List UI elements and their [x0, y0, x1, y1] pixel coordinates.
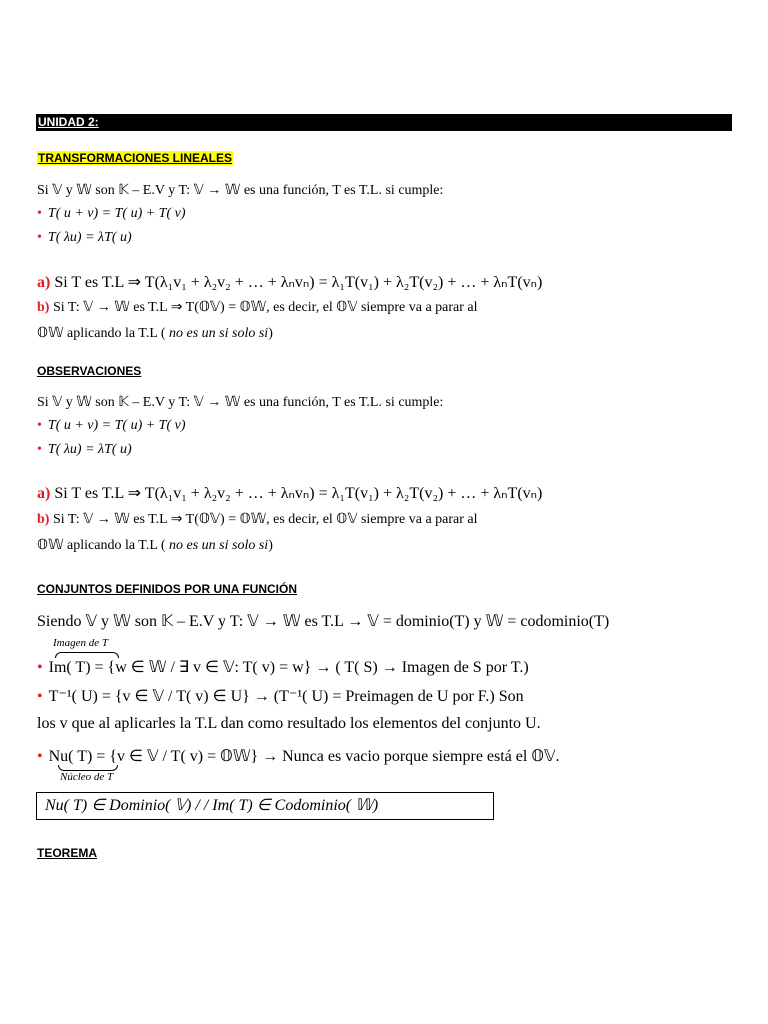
bullet-icon: •	[37, 206, 42, 221]
def-intro-2: Si 𝕍 y 𝕎 son 𝕂 – E.V y T: 𝕍 → 𝕎 es una función, T es T.L. si cumple:	[37, 395, 444, 410]
def-b-2: b) Si T: 𝕍 → 𝕎 es T.L ⇒ T(𝕆𝕍) = 𝕆𝕎, es decir, el 𝕆𝕍 siempre va a parar al	[37, 512, 478, 527]
nucleo-line: • Nu( T) = {v ∈ 𝕍 / T( v) = 𝕆𝕎} → Nunca es vacio porque siempre está el 𝕆𝕍.	[37, 748, 560, 765]
def-a-2: a) Si T es T.L ⇒ T(λ₁v₁ + λ₂v₂ + … + λₙvₙ) = λ₁T(v₁) + λ₂T(v₂) + … + λₙT(vₙ)	[37, 485, 543, 502]
heading-teorema: TEOREMA	[37, 846, 97, 860]
bullet-icon: •	[37, 659, 43, 676]
def-b-1: b) Si T: 𝕍 → 𝕎 es T.L ⇒ T(𝕆𝕍) = 𝕆𝕎, es decir, el 𝕆𝕍 siempre va a parar al	[37, 300, 478, 315]
bullet-icon: •	[37, 418, 42, 433]
def-a-1: a) Si T es T.L ⇒ T(λ₁v₁ + λ₂v₂ + … + λₙvₙ) = λ₁T(v₁) + λ₂T(v₂) + … + λₙT(vₙ)	[37, 274, 543, 291]
def-cond2-2: • T( λu) = λT( u)	[37, 442, 132, 457]
bullet-icon: •	[37, 688, 43, 705]
heading-observaciones: OBSERVACIONES	[37, 364, 142, 378]
boxed-formula: Nu( T) ∈ Dominio( 𝕍) / / Im( T) ∈ Codominio( 𝕎)	[36, 792, 494, 820]
nucleo-annotation: Núcleo de T	[60, 771, 114, 783]
def-b-cont-2: 𝕆𝕎 aplicando la T.L ( no es un si solo si)	[37, 538, 273, 553]
unit-title-bar	[36, 114, 732, 131]
im-line: • Im( T) = {w ∈ 𝕎 / ∃ v ∈ 𝕍: T( v) = w} → ( T( S) → Imagen de S por T.)	[37, 659, 529, 676]
heading-transformaciones: TRANSFORMACIONES LINEALES	[38, 151, 233, 165]
heading-conjuntos: CONJUNTOS DEFINIDOS POR UNA FUNCIÓN	[37, 582, 298, 596]
def-cond1-2: • T( u + v) = T( u) + T( v)	[37, 418, 186, 433]
def-cond2-1: • T( λu) = λT( u)	[37, 230, 132, 245]
def-intro-1: Si 𝕍 y 𝕎 son 𝕂 – E.V y T: 𝕍 → 𝕎 es una función, T es T.L. si cumple:	[37, 183, 444, 198]
def-cond1-1: • T( u + v) = T( u) + T( v)	[37, 206, 186, 221]
siendo-line: Siendo 𝕍 y 𝕎 son 𝕂 – E.V y T: 𝕍 → 𝕎 es T.L → 𝕍 = dominio(T) y 𝕎 = codominio(T)	[37, 613, 610, 630]
preimagen-line: • T⁻¹( U) = {v ∈ 𝕍 / T( v) ∈ U} → (T⁻¹( U) = Preimagen de U por F.) Son	[37, 688, 524, 705]
bullet-icon: •	[37, 442, 42, 457]
unit-title: UNIDAD 2:	[38, 115, 99, 129]
bullet-icon: •	[37, 230, 42, 245]
bullet-icon: •	[37, 748, 43, 765]
imagen-annotation: Imagen de T	[53, 637, 108, 649]
def-b-cont-1: 𝕆𝕎 aplicando la T.L ( no es un si solo si)	[37, 326, 273, 341]
preimagen-cont: los v que al aplicarles la T.L dan como resultado los elementos del conjunto U.	[37, 715, 541, 732]
